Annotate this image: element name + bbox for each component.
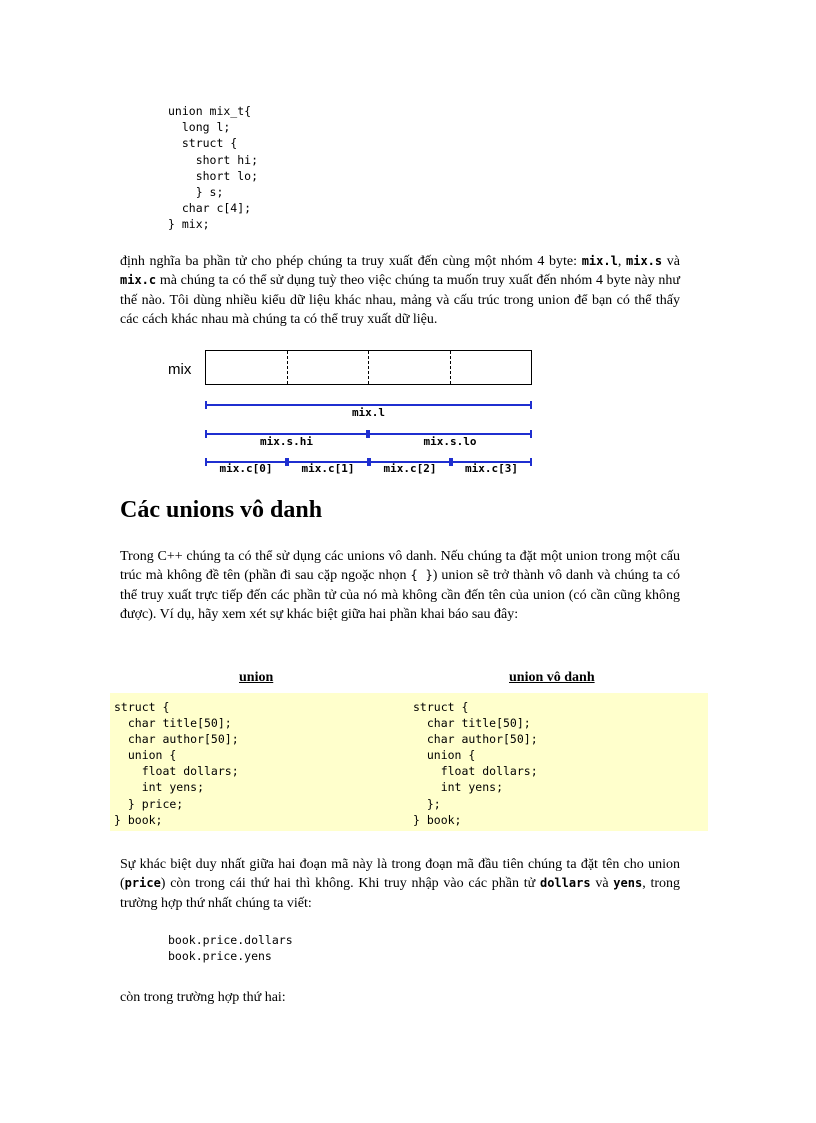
inline-code-yens: yens (613, 876, 643, 891)
text-run: , trong trường hợp thứ nhất chúng ta viết: (120, 876, 680, 911)
code-comparison-panel (110, 693, 708, 831)
label-mix-s-lo: mix.s.lo (423, 435, 477, 448)
label-mix-s-hi: mix.s.hi (260, 435, 313, 448)
text-run: và (662, 254, 681, 269)
text-run: , (617, 254, 626, 269)
label-mix-l: mix.l (351, 406, 386, 419)
paragraph-anonymous-unions (120, 547, 680, 624)
byte-cell (451, 351, 532, 384)
label-mix-c2: mix.c[2] (383, 462, 437, 475)
text-run: mà chúng ta có thể sử dụng tuỳ theo việc chúng ta muốn truy xuất đến nhóm 4 byte này như thế nào. Tôi dùng nhiều kiểu dữ liệu khác nhau, mảng và cấu trúc trong union để bạn có thể thấy các cách khác nhau mà chúng ta có thể truy xuất dữ liệu. (120, 273, 680, 327)
paragraph-mix-description (120, 252, 680, 329)
section-heading: Các unions vô danh (120, 497, 323, 523)
code-block-anonymous-union: struct { char title[50]; char author[50]; union { float dollars; int yens; }; } book; (413, 700, 538, 827)
text-run: Sự khác biệt duy nhất giữa hai đoạn mã này là trong đoạn mã đầu tiên chúng ta đặt tên cho union ( (120, 857, 680, 892)
paragraph-difference (120, 855, 680, 913)
byte-cell (288, 351, 370, 384)
diagram-label-mix: mix (168, 361, 192, 378)
byte-cell (369, 351, 451, 384)
label-mix-c3: mix.c[3] (465, 462, 518, 475)
inline-code-braces: { } (410, 568, 433, 583)
code-block-access: book.price.dollars book.price.yens (168, 933, 293, 964)
mix-memory-box (205, 350, 532, 385)
text-run: và (590, 876, 614, 892)
paragraph-second-case: còn trong trường hợp thứ hai: (120, 990, 286, 1005)
inline-code-dollars: dollars (539, 876, 591, 891)
inline-code-mix-s: mix.s (626, 254, 663, 268)
byte-cell (206, 351, 288, 384)
label-mix-c1: mix.c[1] (301, 462, 355, 475)
inline-code-mix-c: mix.c (120, 273, 157, 288)
text-run: Trong C++ chúng ta có thể sử dụng các unions vô danh. Nếu chúng ta đặt một union trong một cấu trúc mà không đề tên (phần đi sau cặp ngoặc nhọn (120, 549, 680, 584)
column-title-anonymous-union: union vô danh (509, 670, 595, 685)
text-run: ) union sẽ trở thành vô danh và chúng ta có thể truy xuất trực tiếp đến các phần tử của nó mà không cần đến tên của union (có cần cũng không được). Ví dụ, hãy xem xét sự khác biệt giữa hai phần khai báo sau đây: (120, 568, 680, 622)
inline-code-mix-l: mix.l (581, 254, 618, 268)
inline-code-price: price (124, 876, 161, 891)
code-block-named-union: struct { char title[50]; char author[50]; union { float dollars; int yens; } price; } book; (114, 700, 239, 827)
label-mix-c0: mix.c[0] (219, 462, 273, 475)
column-title-union: union (239, 670, 274, 685)
code-block-mix-union: union mix_t{ long l; struct { short hi; short lo; } s; char c[4]; } mix; (168, 104, 259, 232)
memory-layout-diagram (160, 346, 550, 476)
text-run: ) còn trong cái thứ hai thì không. Khi truy nhập vào các phần tử (160, 876, 540, 892)
text-run: định nghĩa ba phần tử cho phép chúng ta truy xuất đến cùng một nhóm 4 byte: (120, 254, 582, 269)
